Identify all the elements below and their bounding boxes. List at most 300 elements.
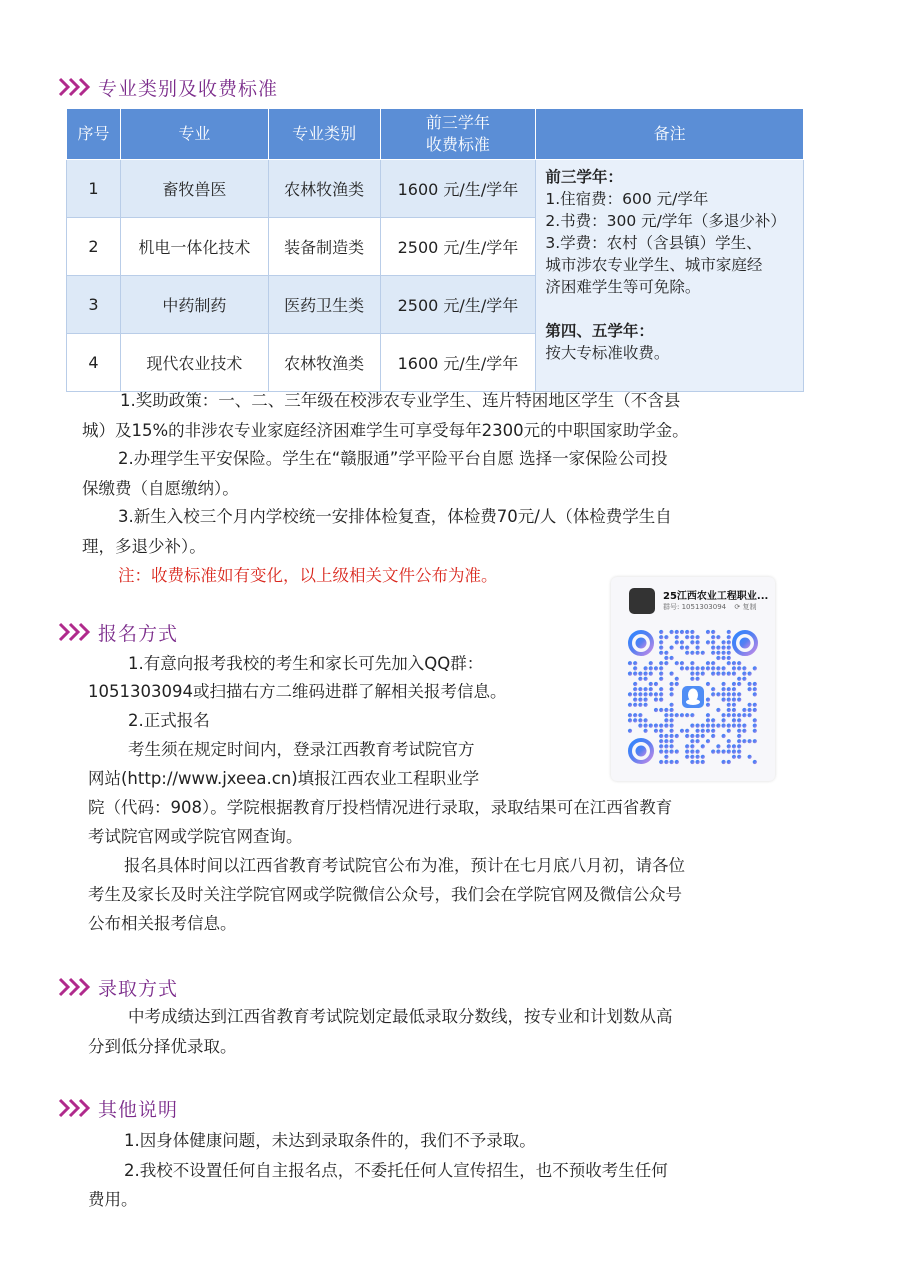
qr-dot [701,651,705,655]
qr-dot [654,692,658,696]
section-title-text: 专业类别及收费标准 [98,77,279,100]
qr-dot [696,760,700,764]
qr-dot [675,760,679,764]
policy-3-line1: 3.新生入校三个月内学校统一安排体检复查，体检费70元/人（体检费学生自 [118,507,672,526]
qr-dot [732,724,736,728]
qr-dot [690,724,694,728]
qr-dot [690,739,694,743]
qr-dot [696,635,700,639]
qr-dot [664,734,668,738]
qr-dot [644,718,648,722]
qr-dot [690,750,694,754]
qr-dot [664,750,668,754]
qr-dot [685,635,689,639]
qr-dot [727,760,731,764]
qr-dot [737,677,741,681]
qr-dot [654,666,658,670]
qr-dot [690,755,694,759]
qr-dot [732,666,736,670]
qr-dot [680,630,684,634]
qr-dot [654,729,658,733]
triple-chevron-icon [58,1098,92,1118]
cell-category: 农林牧渔类 [268,334,380,392]
qr-dot [670,713,674,717]
qr-dot [659,692,663,696]
qr-dot [722,666,726,670]
group-name: 25江西农业工程职业... [663,591,769,602]
qr-dot [722,651,726,655]
qr-dot [644,724,648,728]
qr-dot [628,661,632,665]
qr-dot [649,672,653,676]
section-title-text: 录取方式 [98,977,179,1000]
qr-dot [742,677,746,681]
qr-dot [638,703,642,707]
qr-dot [706,724,710,728]
qr-dot [628,692,632,696]
qr-dot [690,666,694,670]
triple-chevron-icon [58,977,92,997]
header-note: 备注 [536,109,804,160]
qr-dot [659,651,663,655]
qr-dot [711,692,715,696]
note-line: 济困难学生等可免除。 [545,278,701,296]
qr-dot [675,713,679,717]
qr-dot [654,708,658,712]
qr-dot [638,724,642,728]
qr-dot [664,718,668,722]
qr-dot [732,661,736,665]
qr-dot [696,729,700,733]
qr-dot [701,755,705,759]
qr-dot [638,692,642,696]
qr-dot [685,744,689,748]
qr-dot [732,692,736,696]
cell-fee: 2500 元/生/学年 [380,218,536,276]
note-line: 城市涉农专业学生、城市家庭经 [545,256,763,274]
qr-dot [727,713,731,717]
qr-dot [638,718,642,722]
qr-dot [732,750,736,754]
qr-dot [675,661,679,665]
qr-dot [659,630,663,634]
qr-dot [722,698,726,702]
copy-button[interactable]: ⟳ 复制 [734,603,757,611]
qr-dot [644,672,648,676]
qr-dot [737,682,741,686]
qr-dot [716,646,720,650]
qr-dot [727,640,731,644]
qr-dot [701,724,705,728]
qr-dot [706,729,710,733]
qr-dot [628,729,632,733]
qr-dot [659,677,663,681]
qr-dot [696,739,700,743]
qr-dot [690,630,694,634]
qr-dot [732,718,736,722]
qr-dot [732,672,736,676]
qr-dot [753,682,757,686]
qr-dot [680,646,684,650]
qr-dot [737,729,741,733]
qr-dot [706,739,710,743]
signup-line: 1.有意向报考我校的考生和家长可先加入QQ群： [128,654,484,673]
qr-dot [727,703,731,707]
qr-dot [716,744,720,748]
other-line: 2.我校不设置任何自主报名点，不委托任何人宣传招生，也不预收考生任何 [124,1161,668,1180]
qr-dot [690,640,694,644]
table-row [67,160,804,218]
signup-line: 1051303094或扫描右方二维码进群了解相关报考信息。 [88,682,507,701]
qr-dot [753,718,757,722]
qr-dot [649,666,653,670]
qr-dot [649,692,653,696]
qr-dot [633,682,637,686]
qr-dot [633,718,637,722]
qr-dot [659,687,663,691]
qr-dot [633,672,637,676]
qr-dot [716,672,720,676]
qr-dot [722,656,726,660]
qr-dot [722,750,726,754]
qr-dot [680,666,684,670]
qr-dot [690,672,694,676]
qr-dot [690,734,694,738]
signup-line: 考生及家长及时关注学院官网或学院微信公众号，我们会在学院官网及微信公众号 [88,885,682,904]
admission-line: 分到低分择优录取。 [88,1037,237,1056]
note-line: 2.书费：300 元/学年（多退少补） [545,212,786,230]
qr-dot [696,750,700,754]
cell-major: 中药制药 [120,276,268,334]
qr-dot [722,724,726,728]
qr-dot [716,656,720,660]
qr-dot [727,724,731,728]
group-number-text: 群号: 1051303094 [663,603,727,611]
qr-dot [664,713,668,717]
cell-category: 装备制造类 [268,218,380,276]
qr-dot [742,666,746,670]
qr-dot [638,713,642,717]
qr-dot [638,677,642,681]
qr-dot [727,656,731,660]
qr-dot [675,682,679,686]
qr-dot [727,729,731,733]
qr-dot [675,750,679,754]
qr-dot [685,750,689,754]
cell-fee: 2500 元/生/学年 [380,276,536,334]
qr-dot [664,651,668,655]
qr-dot [644,703,648,707]
header-no: 序号 [67,109,121,160]
qr-dot [732,744,736,748]
qr-dot [690,760,694,764]
qr-dot [670,703,674,707]
qr-dot [753,724,757,728]
qr-dot [742,708,746,712]
cell-note [536,160,804,392]
qr-dot [737,724,741,728]
section-title-admission [58,972,178,1002]
qr-dot [685,646,689,650]
qr-dot [737,734,741,738]
signup-line: 网站(http://www.jxeea.cn)填报江西农业工程职业学 [88,769,480,788]
cell-no: 4 [67,334,121,392]
qr-dot [670,656,674,660]
qr-dot [696,734,700,738]
qr-dot [628,672,632,676]
qr-dot [722,682,726,686]
cell-fee: 1600 元/生/学年 [380,334,536,392]
qr-dot [644,687,648,691]
qr-dot [711,640,715,644]
qr-dot [670,682,674,686]
qr-dot [711,750,715,754]
qr-dot [659,640,663,644]
qr-dot [748,672,752,676]
policy-3-line2: 理，多退少补）。 [82,537,206,556]
qr-dot [680,729,684,733]
qr-dot [716,635,720,639]
qr-dot [742,672,746,676]
cell-no: 3 [67,276,121,334]
qr-dot [753,703,757,707]
qr-dot [711,646,715,650]
qr-dot [722,692,726,696]
qr-dot [644,666,648,670]
qr-dot [748,682,752,686]
qr-dot [706,713,710,717]
qr-code-image [627,629,759,765]
header-fee [380,109,536,160]
qr-dot [633,661,637,665]
qr-dot [732,708,736,712]
qr-dot [722,646,726,650]
triple-chevron-icon [58,77,92,97]
signup-line: 院（代码：908）。学院根据教育厅投档情况进行录取，录取结果可在江西省教育 [88,798,673,817]
qr-dot [753,739,757,743]
qr-dot [722,760,726,764]
qr-dot [737,718,741,722]
qr-dot [670,760,674,764]
qr-dot [753,666,757,670]
qr-dot [628,713,632,717]
qr-dot [644,677,648,681]
qr-dot [696,666,700,670]
qr-dot [711,724,715,728]
qr-dot [690,651,694,655]
qr-dot [690,744,694,748]
qr-dot [659,750,663,754]
qr-dot [727,750,731,754]
qr-dot [690,713,694,717]
qr-dot [638,687,642,691]
qr-dot [711,630,715,634]
qr-dot [737,755,741,759]
group-avatar [629,588,655,614]
qr-dot [711,672,715,676]
qr-dot [753,729,757,733]
qr-dot [753,760,757,764]
qr-dot [742,739,746,743]
qr-dot [727,687,731,691]
qr-dot [727,635,731,639]
header-major: 专业 [120,109,268,160]
qr-dot [716,708,720,712]
policy-1-line1: 1.奖助政策：一、二、三年级在校涉农专业学生、连片特困地区学生（不含县 [120,391,681,410]
note-line: 按大专标准收费。 [545,344,670,362]
section-title-other [58,1093,178,1123]
qr-dot [711,651,715,655]
qr-dot [727,672,731,676]
qr-dot [716,651,720,655]
qr-dot [685,666,689,670]
qr-dot [654,698,658,702]
qr-dot [690,677,694,681]
qr-dot [670,744,674,748]
signup-line: 公布相关报考信息。 [88,914,237,933]
qr-dot [649,687,653,691]
qr-dot [659,724,663,728]
qr-dot [670,687,674,691]
qr-dot [722,672,726,676]
qr-dot [696,646,700,650]
qr-dot [664,661,668,665]
qr-dot [722,734,726,738]
qr-dot [696,755,700,759]
qr-dot [633,666,637,670]
qr-dot [659,661,663,665]
qr-dot [670,672,674,676]
qr-dot [628,718,632,722]
qr-dot [711,729,715,733]
qr-dot [649,724,653,728]
qr-dot [727,661,731,665]
qr-dot [737,692,741,696]
section-title-fees [58,72,278,102]
qr-dot [659,666,663,670]
policy-2-line2: 保缴费（自愿缴纳）。 [82,479,239,498]
qr-dot [748,755,752,759]
header-category: 专业类别 [268,109,380,160]
qr-dot [711,734,715,738]
qr-dot [664,708,668,712]
qr-dot [711,635,715,639]
qr-dot [675,677,679,681]
qr-dot [644,729,648,733]
qr-dot [706,682,710,686]
qr-dot [670,646,674,650]
qr-dot [742,724,746,728]
qr-dot [701,760,705,764]
cell-category: 农林牧渔类 [268,160,380,218]
qr-dot [732,755,736,759]
qr-dot [659,672,663,676]
qr-dot [685,734,689,738]
qr-dot [727,692,731,696]
note-line: 3.学费：农村（含县镇）学生、 [545,234,762,252]
qr-dot [696,640,700,644]
policy-1-line2: 城）及15%的非涉农专业家庭经济困难学生可享受每年2300元的中职国家助学金。 [82,421,689,440]
note-line: 1.住宿费：600 元/学年 [545,190,709,208]
qr-dot [722,640,726,644]
qr-dot [711,666,715,670]
qr-dot [670,734,674,738]
cell-fee: 1600 元/生/学年 [380,160,536,218]
header-fee-line2: 收费标准 [425,135,490,154]
qr-dot [753,708,757,712]
qr-dot [680,661,684,665]
qr-dot [654,724,658,728]
qr-dot [664,724,668,728]
qr-dot [748,703,752,707]
qr-dot [727,744,731,748]
qr-dot [659,739,663,743]
triple-chevron-icon [58,622,92,642]
qr-dot [737,666,741,670]
qq-group-qr-card[interactable] [611,577,775,781]
qr-dot [732,687,736,691]
qr-dot [748,713,752,717]
note-head2: 第四、五学年： [545,322,654,340]
qr-dot [644,698,648,702]
qr-dot [701,734,705,738]
qr-dot [706,718,710,722]
qr-dot [696,677,700,681]
qr-dot [685,651,689,655]
qr-dot [737,744,741,748]
note-head1: 前三学年： [545,168,623,186]
qr-dot [659,734,663,738]
cell-no: 2 [67,218,121,276]
qr-dot [706,703,710,707]
qr-dot [753,687,757,691]
qr-dot [690,635,694,639]
section-title-text: 报名方式 [98,622,179,645]
qr-dot [716,666,720,670]
section-title-text: 其他说明 [98,1098,179,1121]
qr-dot [638,698,642,702]
qr-dot [748,739,752,743]
signup-line: 考生须在规定时间内，登录江西教育考试院官方 [128,740,475,759]
qr-dot [706,666,710,670]
qr-dot [664,760,668,764]
policy-2-line1: 2.办理学生平安保险。学生在“赣服通”学平险平台自愿 选择一家保险公司投 [118,449,668,468]
qr-dot [701,672,705,676]
qr-dot [696,651,700,655]
qr-dot [711,661,715,665]
qr-dot [675,635,679,639]
qr-dot [670,750,674,754]
qr-dot [701,666,705,670]
qr-dot [633,703,637,707]
section-title-signup [58,617,178,647]
cell-major: 机电一体化技术 [120,218,268,276]
qr-dot [664,635,668,639]
qr-dot [670,692,674,696]
qr-dot [670,718,674,722]
other-line: 费用。 [88,1190,138,1209]
qr-dot [638,672,642,676]
qr-dot [737,739,741,743]
qr-dot [659,744,663,748]
qr-dot [633,687,637,691]
signup-line: 2.正式报名 [128,711,210,730]
qr-dot [722,713,726,717]
group-number [663,602,756,612]
qr-dot [696,724,700,728]
qr-dot [732,698,736,702]
qr-dot [737,713,741,717]
